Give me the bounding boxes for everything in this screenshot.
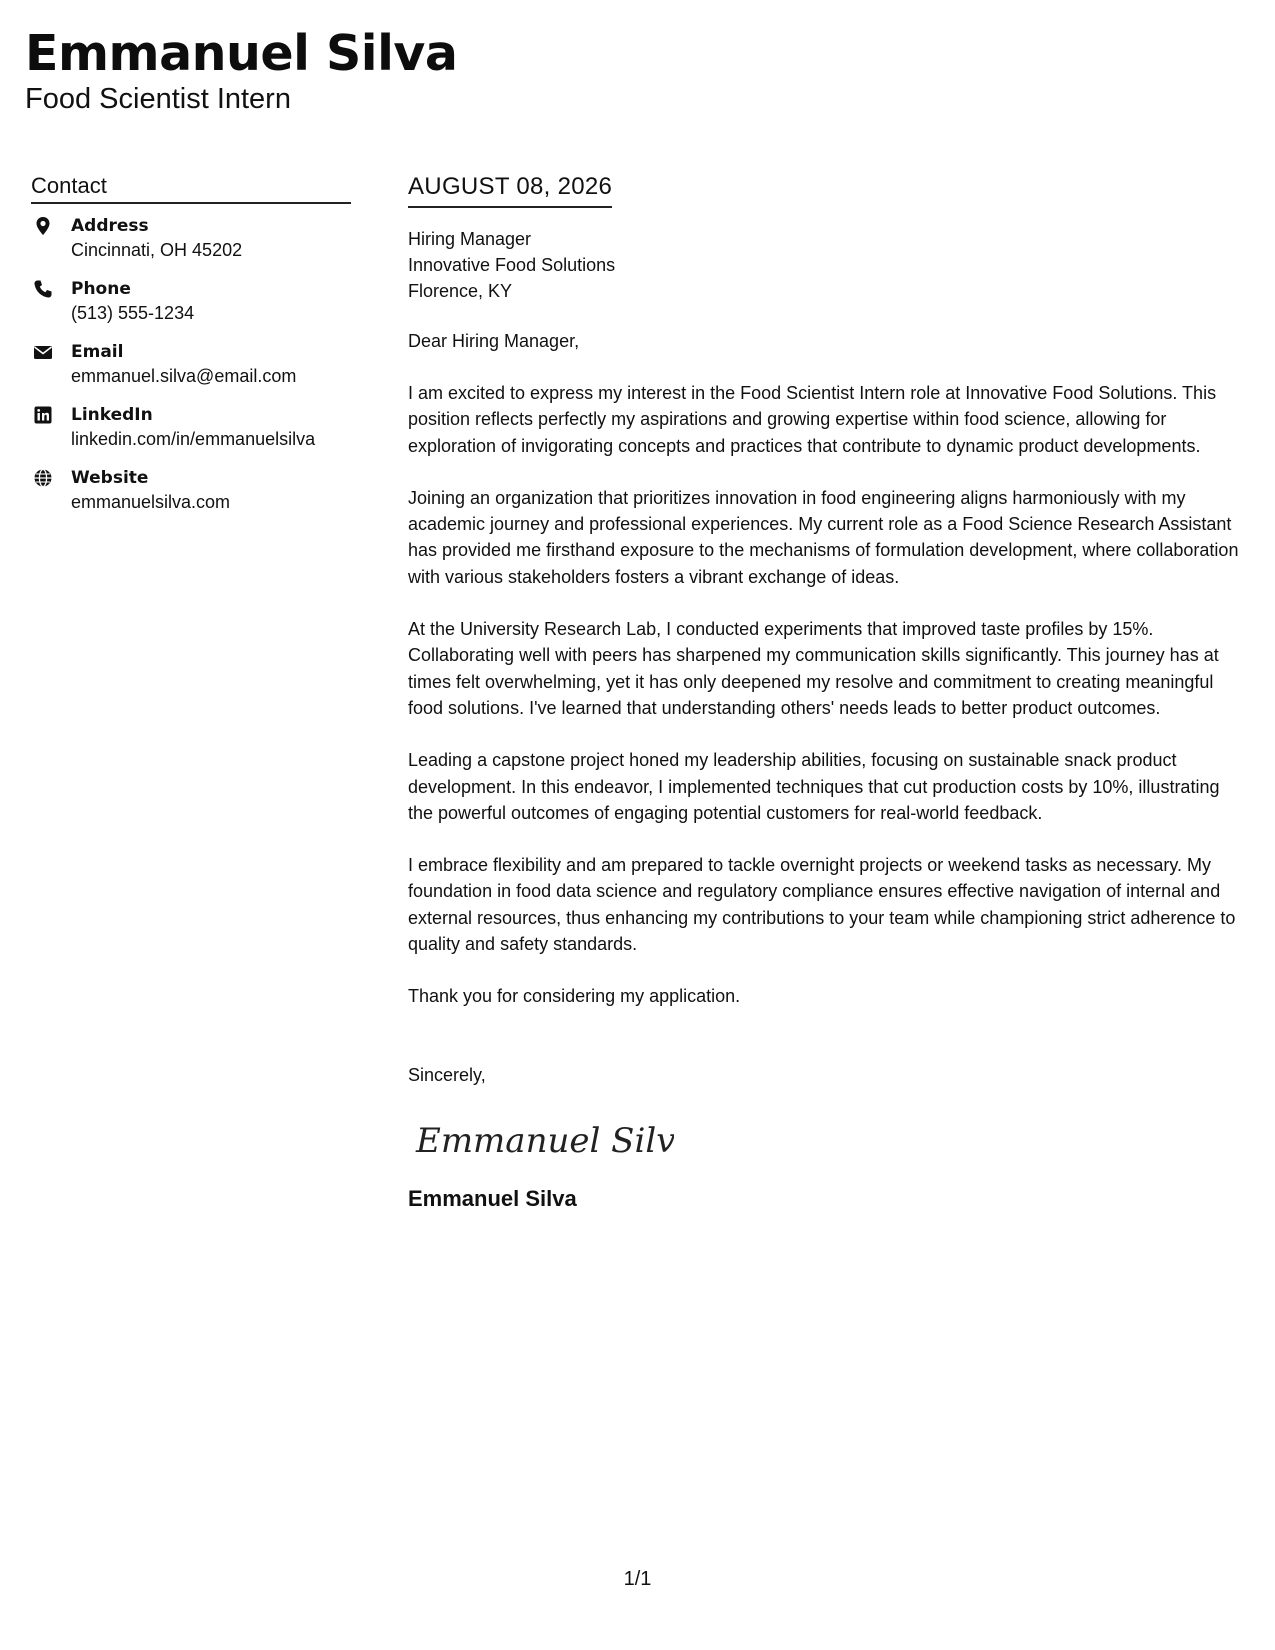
linkedin-value[interactable]: linkedin.com/in/emmanuelsilva: [71, 429, 316, 449]
contact-label: Email: [71, 342, 124, 362]
page-number: 1/1: [623, 1568, 652, 1590]
contact-item-website: [31, 466, 351, 529]
phone-value: (513) 555-1234: [71, 303, 195, 323]
resume-header: [25, 24, 457, 116]
contact-label: LinkedIn: [71, 405, 153, 425]
contact-item-email: [31, 340, 351, 403]
body-paragraph: I embrace flexibility and am prepared to tackle overnight projects or weekend tasks as necessary. My foundation in food data science and regulatory compliance ensures effective navigation of internal and external resources, thus enhancing my contributions to your team while championing strict adherence to quality and safety standards.: [408, 855, 1236, 955]
address-value: Cincinnati, OH 45202: [71, 240, 243, 260]
recipient-block: [408, 226, 1248, 304]
contact-item-address: [31, 214, 351, 277]
applicant-name: Emmanuel Silva: [25, 25, 458, 82]
greeting: Dear Hiring Manager,: [408, 331, 580, 351]
signed-name: Emmanuel Silva: [408, 1185, 577, 1211]
body-paragraph: At the University Research Lab, I conducted experiments that improved taste profiles by 15%. Collaborating well with peers has sharpened my communication skills significantly. This journey has at times felt overwhelming, yet it has only deepened my resolve and commitment to creating meaningful food solutions. I've learned that understanding others' needs leads to better product outcomes.: [408, 619, 1219, 718]
body-paragraph: Leading a capstone project honed my leadership abilities, focusing on sustainable snack product development. In this endeavor, I implemented techniques that cut production costs by 10%, illustrating the powerful outcomes of engaging potential customers for real-world feedback.: [408, 750, 1220, 823]
signature-text: Emmanuel Silva: [416, 1120, 674, 1161]
contact-sidebar: [31, 172, 351, 529]
envelope-icon: [33, 342, 53, 362]
body-paragraph: Joining an organization that prioritizes innovation in food engineering aligns harmoniously with my academic journey and professional experiences. My current role as a Food Science Research Assistant has provided me firsthand exposure to the mechanisms of formulation development, where collaboration with various stakeholders fosters a vibrant exchange of ideas.: [408, 487, 1239, 587]
email-value[interactable]: emmanuel.silva@email.com: [71, 366, 297, 386]
body-paragraph: Thank you for considering my application.: [408, 986, 741, 1007]
contact-label: Website: [71, 468, 149, 488]
contact-heading: Contact: [31, 172, 351, 204]
website-value[interactable]: emmanuelsilva.com: [71, 492, 231, 512]
phone-icon: [33, 279, 53, 299]
map-pin-icon: [33, 216, 53, 236]
contact-item-phone: [31, 277, 351, 340]
contact-label: Phone: [71, 279, 131, 299]
recipient-line: Florence, KY: [408, 281, 513, 301]
body-paragraph: I am excited to express my interest in the Food Scientist Intern role at Innovative Food Solutions. This position reflects perfectly my aspirations and growing expertise within food science, allowing for exploration of invigorating concepts and practices that contribute to dynamic product developments.: [408, 383, 1217, 456]
globe-icon: [33, 468, 53, 488]
recipient-line: Hiring Manager: [408, 229, 532, 249]
handwritten-signature: [414, 1110, 674, 1170]
letter-body: [408, 172, 1248, 1213]
linkedin-icon: [33, 405, 53, 425]
contact-item-linkedin: [31, 403, 351, 466]
recipient-line: Innovative Food Solutions: [408, 255, 616, 275]
letter-date: AUGUST 08, 2026: [408, 172, 612, 208]
job-title: Food Scientist Intern: [25, 83, 291, 115]
closing: Sincerely,: [408, 1064, 486, 1085]
contact-label: Address: [71, 216, 149, 236]
